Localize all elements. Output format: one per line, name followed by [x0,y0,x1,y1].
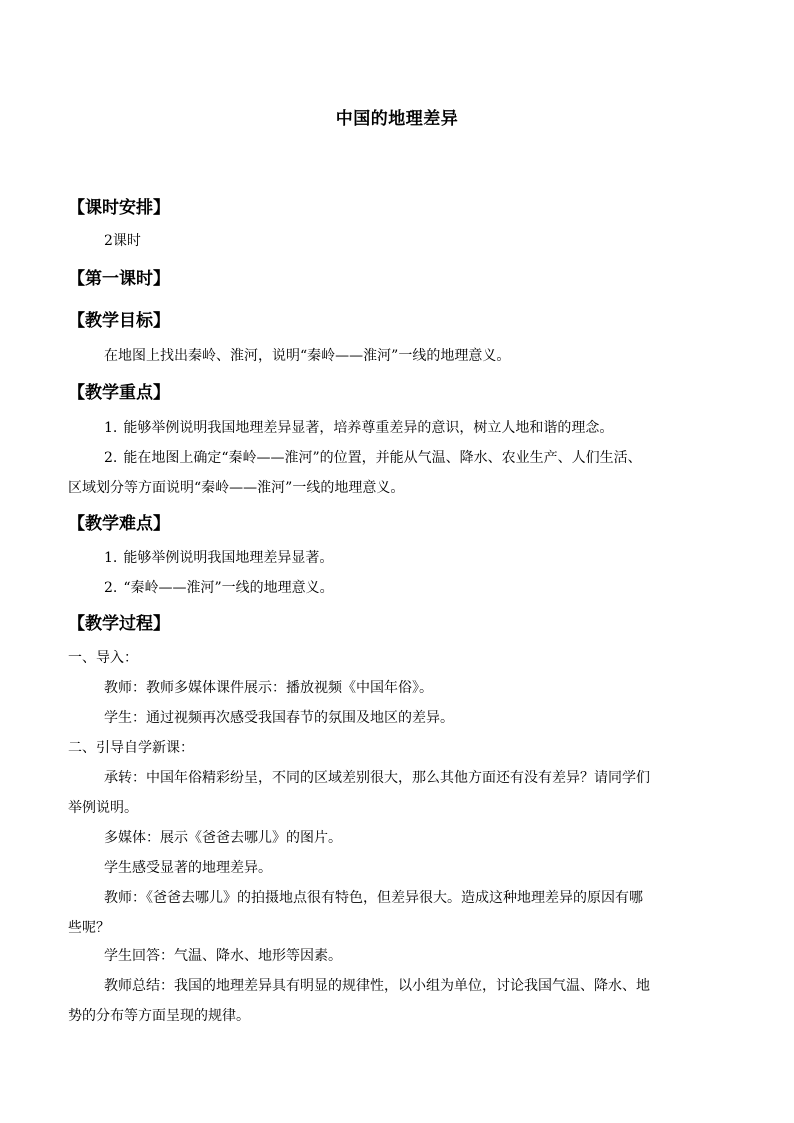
process-part1-line2: 学生：通过视频再次感受我国春节的氛围及地区的差异。 [104,710,454,726]
key-point-2-text-line1: 能在地图上确定“秦岭——淮河”的位置，并能从气温、降水、农业生产、人们生活、 [123,450,642,466]
students-feel-line: 学生感受显著的地理差异。 [104,860,272,876]
difficulty-2-text: “秦岭——淮河”一线的地理意义。 [123,580,334,596]
document-title: 中国的地理差异 [335,109,459,129]
difficulty-1-text: 能够举例说明我国地理差异显著。 [123,550,334,566]
schedule-text: 2课时 [104,233,141,249]
teacher-line1: 教师：《爸爸去哪儿》的拍摄地点很有特色，但差异很大。造成这种地理差异的原因有哪 [104,890,643,906]
transition-line1: 承转：中国年俗精彩纷呈，不同的区域差别很大，那么其他方面还有没有差异？请同学们 [104,770,650,786]
heading-process: 【教学过程】 [68,614,170,634]
difficulty-1 [104,548,333,568]
summary-line2: 势的分布等方面呈现的规律。 [68,1008,250,1024]
key-point-1-text: 能够举例说明我国地理差异显著，培养尊重差异的意识，树立人地和谐的理念。 [123,420,614,436]
media-line: 多媒体：展示《爸爸去哪儿》的图片。 [104,830,342,846]
difficulty-2-number: 2. [104,580,118,596]
student-answer-line: 学生回答：气温、降水、地形等因素。 [104,948,342,964]
heading-schedule: 【课时安排】 [68,198,170,218]
key-point-1-number: 1. [104,420,118,436]
key-point-2 [104,448,642,468]
heading-difficulties: 【教学难点】 [68,514,170,534]
transition-line2: 举例说明。 [68,800,138,816]
difficulty-1-number: 1. [104,550,118,566]
heading-key-points: 【教学重点】 [68,383,170,403]
key-point-2-number: 2. [104,450,118,466]
heading-objectives: 【教学目标】 [68,311,170,331]
key-point-2-text-line2: 区域划分等方面说明“秦岭——淮河”一线的地理意义。 [68,480,405,496]
key-point-1 [104,418,613,438]
difficulty-2 [104,578,334,598]
process-part1-title: 一、导入： [68,650,138,666]
process-part2-title: 二、引导自学新课： [68,740,194,756]
heading-first-lesson: 【第一课时】 [68,269,170,289]
teacher-line2: 些呢？ [68,920,110,936]
objectives-text: 在地图上找出秦岭、淮河，说明“秦岭——淮河”一线的地理意义。 [104,348,511,364]
summary-line1: 教师总结：我国的地理差异具有明显的规律性，以小组为单位，讨论我国气温、降水、地 [104,978,650,994]
process-part1-line1: 教师：教师多媒体课件展示：播放视频《中国年俗》。 [104,680,433,696]
